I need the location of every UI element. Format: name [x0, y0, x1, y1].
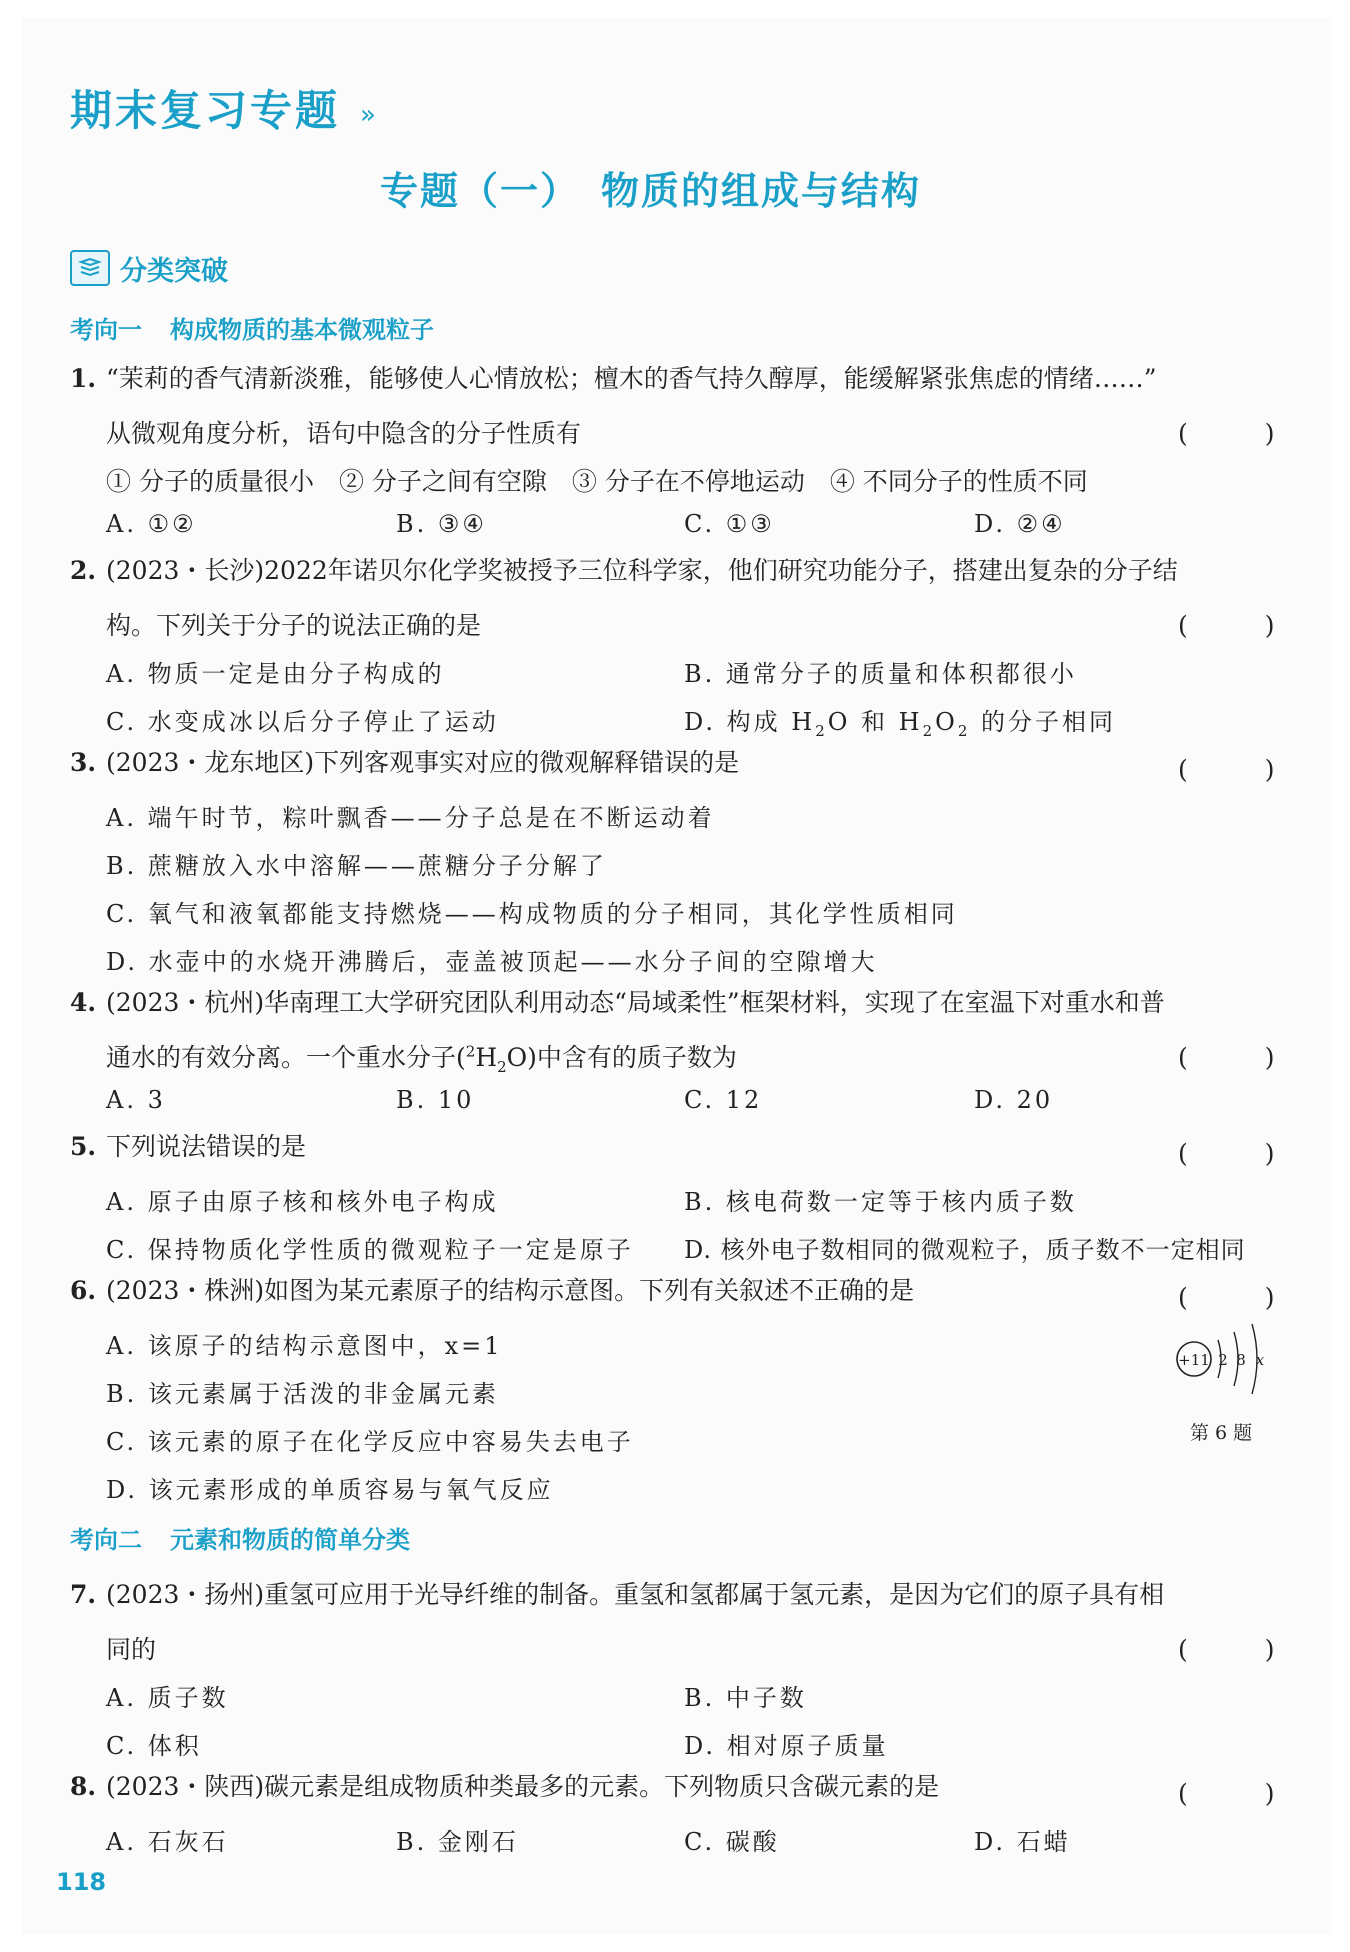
option-d[interactable]: D. ②④ [974, 510, 1066, 538]
shell-electrons-3: x [1255, 1351, 1265, 1369]
answer-blank[interactable]: ( ) [1178, 755, 1301, 784]
question-text: (2023・扬州)重氢可应用于光导纤维的制备。重氢和氢都属于氢元素，是因为它们的原子具有相 [106, 1580, 1165, 1609]
option-b[interactable]: B. 该元素属于活泼的非金属元素 [106, 1380, 499, 1408]
question-5 [70, 1123, 306, 1171]
option-c[interactable]: C. 氧气和液氧都能支持燃烧——构成物质的分子相同，其化学性质相同 [106, 900, 958, 928]
question-number: 1. [70, 364, 97, 393]
option-c[interactable]: C. 保持物质化学性质的微观粒子一定是原子 [106, 1236, 634, 1264]
question-text: 下列说法错误的是 [106, 1132, 307, 1161]
direction-heading-1 [70, 310, 434, 345]
question-8 [70, 1763, 939, 1811]
question-text: 同的 [106, 1635, 157, 1664]
option-d[interactable]: D. 20 [974, 1086, 1054, 1114]
option-a[interactable]: A. 该原子的结构示意图中，x=1 [106, 1332, 503, 1360]
answer-blank[interactable]: ( ) [1178, 419, 1301, 448]
figure-caption: 第 6 题 [1190, 1422, 1253, 1444]
book-stack-icon [70, 250, 110, 286]
answer-blank[interactable]: ( ) [1178, 611, 1301, 640]
direction-prefix: 考向一 [70, 316, 142, 344]
question-text: (2023・杭州)华南理工大学研究团队利用动态“局域柔性”框架材料，实现了在室温下对重水和普 [106, 988, 1165, 1017]
topic-title: 专题（一） 物质的组成与结构 [380, 168, 922, 213]
question-7 [70, 1571, 1164, 1619]
option-d[interactable]: D. 水壶中的水烧开沸腾后，壶盖被顶起——水分子间的空隙增大 [106, 948, 878, 976]
question-4 [70, 979, 1165, 1027]
option-b[interactable]: B. 核电荷数一定等于核内质子数 [684, 1188, 1077, 1216]
question-text: “茉莉的香气清新淡雅，能够使人心情放松；檀木的香气持久醇厚，能缓解紧张焦虑的情绪……” [106, 364, 1157, 393]
option-a[interactable]: A. 质子数 [106, 1684, 229, 1712]
question-text: (2023・陕西)碳元素是组成物质种类最多的元素。下列物质只含碳元素的是 [106, 1772, 940, 1801]
header-title: 期末复习专题 [70, 86, 341, 135]
option-b[interactable]: B. 中子数 [684, 1684, 807, 1712]
question-text: (2023・株洲)如图为某元素原子的结构示意图。下列有关叙述不正确的是 [106, 1276, 915, 1305]
option-c[interactable]: C. 水变成冰以后分子停止了运动 [106, 708, 499, 736]
section-heading [70, 248, 228, 288]
section-label: 分类突破 [120, 255, 228, 287]
option-d[interactable]: D. 核外电子数相同的微观粒子，质子数不一定相同 [684, 1236, 1246, 1264]
option-c[interactable]: C. 碳酸 [684, 1828, 780, 1856]
question-text: 构。下列关于分子的说法正确的是 [106, 611, 482, 640]
option-d[interactable]: D. 石蜡 [974, 1828, 1071, 1856]
answer-blank[interactable]: ( ) [1178, 1139, 1301, 1168]
option-c[interactable]: C. 体积 [106, 1732, 202, 1760]
question-number: 8. [70, 1772, 97, 1801]
chevron-right-icon: » [360, 100, 372, 130]
option-d[interactable]: D. 相对原子质量 [684, 1732, 889, 1760]
option-d[interactable]: D. 构成 $H_2O$ 和 $H_2O_2$ 的分子相同 [684, 708, 1117, 740]
answer-blank[interactable]: ( ) [1178, 1635, 1301, 1664]
direction-title: 构成物质的基本微观粒子 [170, 316, 434, 344]
direction-heading-2 [70, 1520, 410, 1555]
statement-list: ① 分子的质量很小 ② 分子之间有空隙 ③ 分子在不停地运动 ④ 不同分子的性质不同 [106, 467, 1088, 496]
direction-title: 元素和物质的简单分类 [170, 1526, 410, 1554]
answer-blank[interactable]: ( ) [1178, 1043, 1301, 1072]
option-c[interactable]: C. 12 [684, 1086, 763, 1114]
question-number: 4. [70, 988, 97, 1017]
option-b[interactable]: B. 通常分子的质量和体积都很小 [684, 660, 1077, 688]
question-text: 从微观角度分析，语句中隐含的分子性质有 [106, 419, 582, 448]
option-a[interactable]: A. 3 [106, 1086, 166, 1114]
question-number: 3. [70, 748, 97, 777]
question-6 [70, 1267, 914, 1315]
option-b[interactable]: B. 蔗糖放入水中溶解——蔗糖分子分解了 [106, 852, 607, 880]
answer-blank[interactable]: ( ) [1178, 1283, 1301, 1312]
page-number: 118 [56, 1868, 107, 1896]
question-text: (2023・长沙)2022年诺贝尔化学奖被授予三位科学家，他们研究功能分子，搭建出复杂的分子结 [106, 556, 1178, 585]
shell-electrons-1: 2 [1218, 1351, 1228, 1369]
option-c[interactable]: C. 该元素的原子在化学反应中容易失去电子 [106, 1428, 634, 1456]
question-3 [70, 739, 739, 787]
option-b[interactable]: B. ③④ [396, 510, 487, 538]
question-number: 6. [70, 1276, 97, 1305]
question-number: 7. [70, 1580, 97, 1609]
answer-blank[interactable]: ( ) [1178, 1779, 1301, 1808]
direction-prefix: 考向二 [70, 1526, 142, 1554]
option-b[interactable]: B. 金刚石 [396, 1828, 519, 1856]
question-1 [70, 355, 1157, 403]
question-text: (2023・龙东地区)下列客观事实对应的微观解释错误的是 [106, 748, 740, 777]
question-number: 5. [70, 1132, 97, 1161]
option-c[interactable]: C. ①③ [684, 510, 775, 538]
question-number: 2. [70, 556, 97, 585]
nucleus-charge: +11 [1178, 1351, 1210, 1369]
option-a[interactable]: A. 原子由原子核和核外电子构成 [106, 1188, 499, 1216]
atom-structure-diagram [1172, 1318, 1272, 1400]
shell-electrons-2: 8 [1236, 1351, 1246, 1369]
question-2 [70, 547, 1178, 595]
option-b[interactable]: B. 10 [396, 1086, 475, 1114]
option-a[interactable]: A. 石灰石 [106, 1828, 229, 1856]
question-text: 通水的有效分离。一个重水分子$(^2H_2O)$中含有的质子数为 [106, 1042, 737, 1076]
option-d[interactable]: D. 该元素形成的单质容易与氧气反应 [106, 1476, 554, 1504]
option-a[interactable]: A. ①② [106, 510, 197, 538]
option-a[interactable]: A. 物质一定是由分子构成的 [106, 660, 445, 688]
option-a[interactable]: A. 端午时节，粽叶飘香——分子总是在不断运动着 [106, 804, 715, 832]
